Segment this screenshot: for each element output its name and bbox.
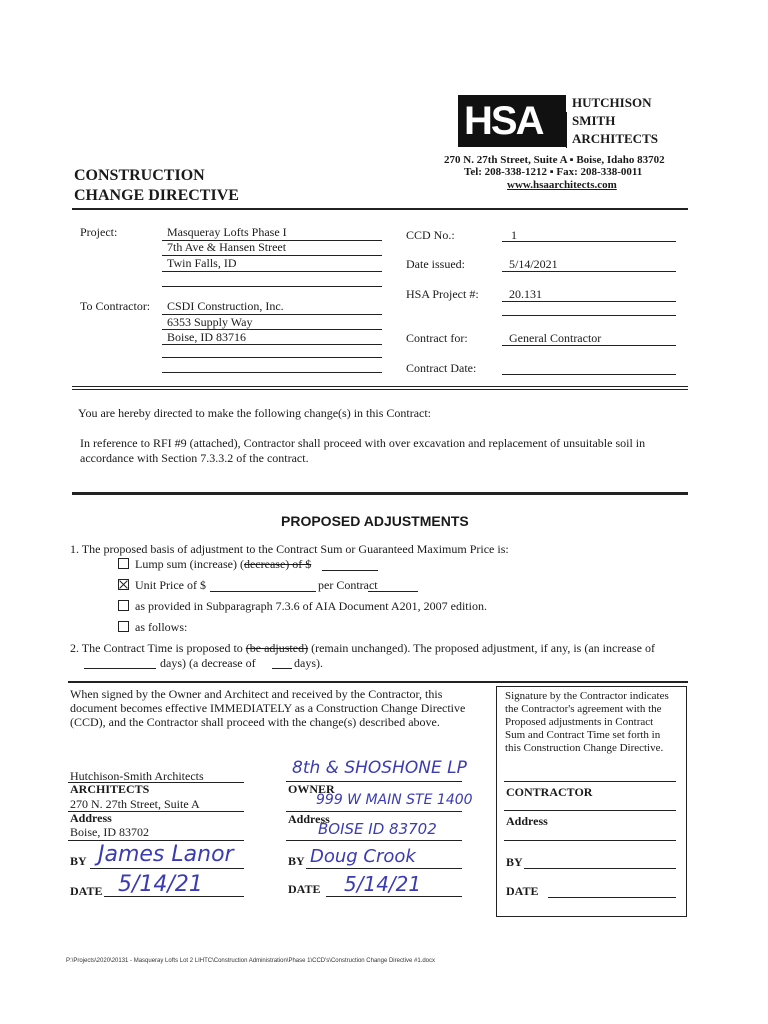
firm-phone: Tel: 208-338-1212 ▪ Fax: 208-338-0011	[464, 166, 643, 178]
contractor-label: To Contractor:	[80, 299, 151, 313]
box-line-3: Proposed adjustments in Contract	[505, 716, 654, 728]
owner-city: BOISE ID 83702	[318, 820, 437, 838]
section-rule-1b	[72, 389, 688, 390]
section-rule-2	[72, 492, 688, 495]
architect-name: Hutchison-Smith Architects	[70, 769, 204, 783]
notice-line-1: When signed by the Owner and Architect and received by the Contractor, this	[70, 687, 443, 701]
box-line-1: Signature by the Contractor indicates	[505, 690, 669, 702]
option-unit-price[interactable]: Unit Price of $	[118, 578, 206, 593]
firm-name-2: SMITH	[572, 113, 616, 128]
adjustment-item-2-end: days).	[294, 656, 323, 670]
adjustment-item-1: 1. The proposed basis of adjustment to the Contract Sum or Guaranteed Maximum Price is:	[70, 542, 509, 556]
directive-intro: You are hereby directed to make the following change(s) in this Contract:	[78, 406, 432, 420]
architect-by-label: BY	[70, 854, 87, 868]
owner-by-label: BY	[288, 854, 305, 868]
unit-price-checkbox[interactable]	[118, 579, 129, 590]
date-label: Date issued:	[406, 257, 465, 271]
as-follows-checkbox[interactable]	[118, 621, 129, 632]
notice-line-2: document becomes effective IMMEDIATELY as a Construction Change Directive	[70, 701, 466, 715]
ccd-label: CCD No.:	[406, 228, 455, 242]
firm-address: 270 N. 27th Street, Suite A ▪ Boise, Idaho 83702	[444, 154, 665, 166]
firm-logo	[458, 95, 566, 147]
adjustment-item-2: 2. The Contract Time is proposed to (be adjusted) (remain unchanged). The proposed adjustment, if any, is (an increase of	[70, 641, 655, 655]
project-line1: Masqueray Lofts Phase I	[167, 225, 287, 239]
firm-website: www.hsaarchitects.com	[507, 179, 617, 191]
contract-date-label: Contract Date:	[406, 361, 477, 375]
footer-path: P:\Projects\2020\20131 - Masqueray Lofts Lot 2 LIHTC\Construction Administration\Phase 1\CCD's\Construction Change Directive #1.docx	[66, 958, 435, 964]
section-rule-3	[68, 681, 688, 683]
title-rule	[72, 208, 688, 210]
owner-address-label: Address	[288, 812, 330, 826]
contractor-role: CONTRACTOR	[506, 785, 593, 799]
directive-body-2: accordance with Section 7.3.3.2 of the contract.	[80, 451, 309, 465]
owner-address: 999 W MAIN STE 1400	[316, 792, 473, 808]
contractor-by-label: BY	[506, 855, 523, 869]
adjustment-item-2-line2: days) (a decrease of	[160, 656, 256, 670]
architect-address: 270 N. 27th Street, Suite A	[70, 797, 200, 811]
option-as-follows[interactable]: as follows:	[118, 620, 187, 635]
contractor-address-label: Address	[506, 814, 548, 828]
architect-signature: James Lanor	[98, 842, 234, 867]
option-lump-sum[interactable]: Lump sum (increase) (decrease) of $	[118, 557, 311, 572]
architect-date-label: DATE	[70, 884, 103, 898]
project-line2: 7th Ave & Hansen Street	[167, 240, 287, 254]
option-subparagraph[interactable]: as provided in Subparagraph 7.3.6 of AIA Document A201, 2007 edition.	[118, 599, 487, 614]
hsa-project-label: HSA Project #:	[406, 287, 479, 301]
box-line-5: this Construction Change Directive.	[505, 742, 664, 754]
contractor-line1: CSDI Construction, Inc.	[167, 299, 284, 313]
notice-line-3: (CCD), and the Contractor shall proceed with the change(s) described above.	[70, 715, 440, 729]
firm-name-1: HUTCHISON	[572, 95, 652, 110]
architect-date: 5/14/21	[118, 872, 203, 897]
architect-role: ARCHITECTS	[70, 782, 150, 796]
doc-title-line1: CONSTRUCTION	[74, 167, 205, 184]
owner-signature: Doug Crook	[310, 846, 416, 867]
firm-name-3: ARCHITECTS	[572, 131, 658, 146]
owner-name: 8th & SHOSHONE LP	[292, 758, 467, 778]
contractor-date-label: DATE	[506, 884, 539, 898]
per-contract-label: per Contract	[318, 578, 378, 592]
project-label: Project:	[80, 225, 118, 239]
adjustments-heading: PROPOSED ADJUSTMENTS	[281, 513, 469, 529]
architect-city: Boise, ID 83702	[70, 825, 149, 839]
lump-sum-checkbox[interactable]	[118, 558, 129, 569]
owner-date: 5/14/21	[344, 872, 422, 896]
box-line-2: the Contractor's agreement with the	[505, 703, 662, 715]
owner-role: OWNER	[288, 782, 335, 796]
box-line-4: Sum and Contract Time set forth in	[505, 729, 661, 741]
owner-date-label: DATE	[288, 882, 321, 896]
logo-text: HSA	[464, 99, 543, 143]
directive-body-1: In reference to RFI #9 (attached), Contractor shall proceed with over excavation and replacement of unsuitable soil in	[80, 436, 646, 450]
firm-name-rule	[566, 112, 567, 148]
contractor-line2: 6353 Supply Way	[167, 315, 253, 329]
subparagraph-checkbox[interactable]	[118, 600, 129, 611]
ccd-value: 1	[511, 228, 517, 242]
contractor-line3: Boise, ID 83716	[167, 330, 246, 344]
architect-address-label: Address	[70, 811, 112, 825]
contract-for-label: Contract for:	[406, 331, 468, 345]
date-value: 5/14/2021	[509, 257, 558, 271]
project-line3: Twin Falls, ID	[167, 256, 237, 270]
hsa-project-value: 20.131	[509, 287, 542, 301]
section-rule-1	[72, 386, 688, 387]
contract-for-value: General Contractor	[509, 331, 602, 345]
doc-title-line2: CHANGE DIRECTIVE	[74, 187, 239, 204]
